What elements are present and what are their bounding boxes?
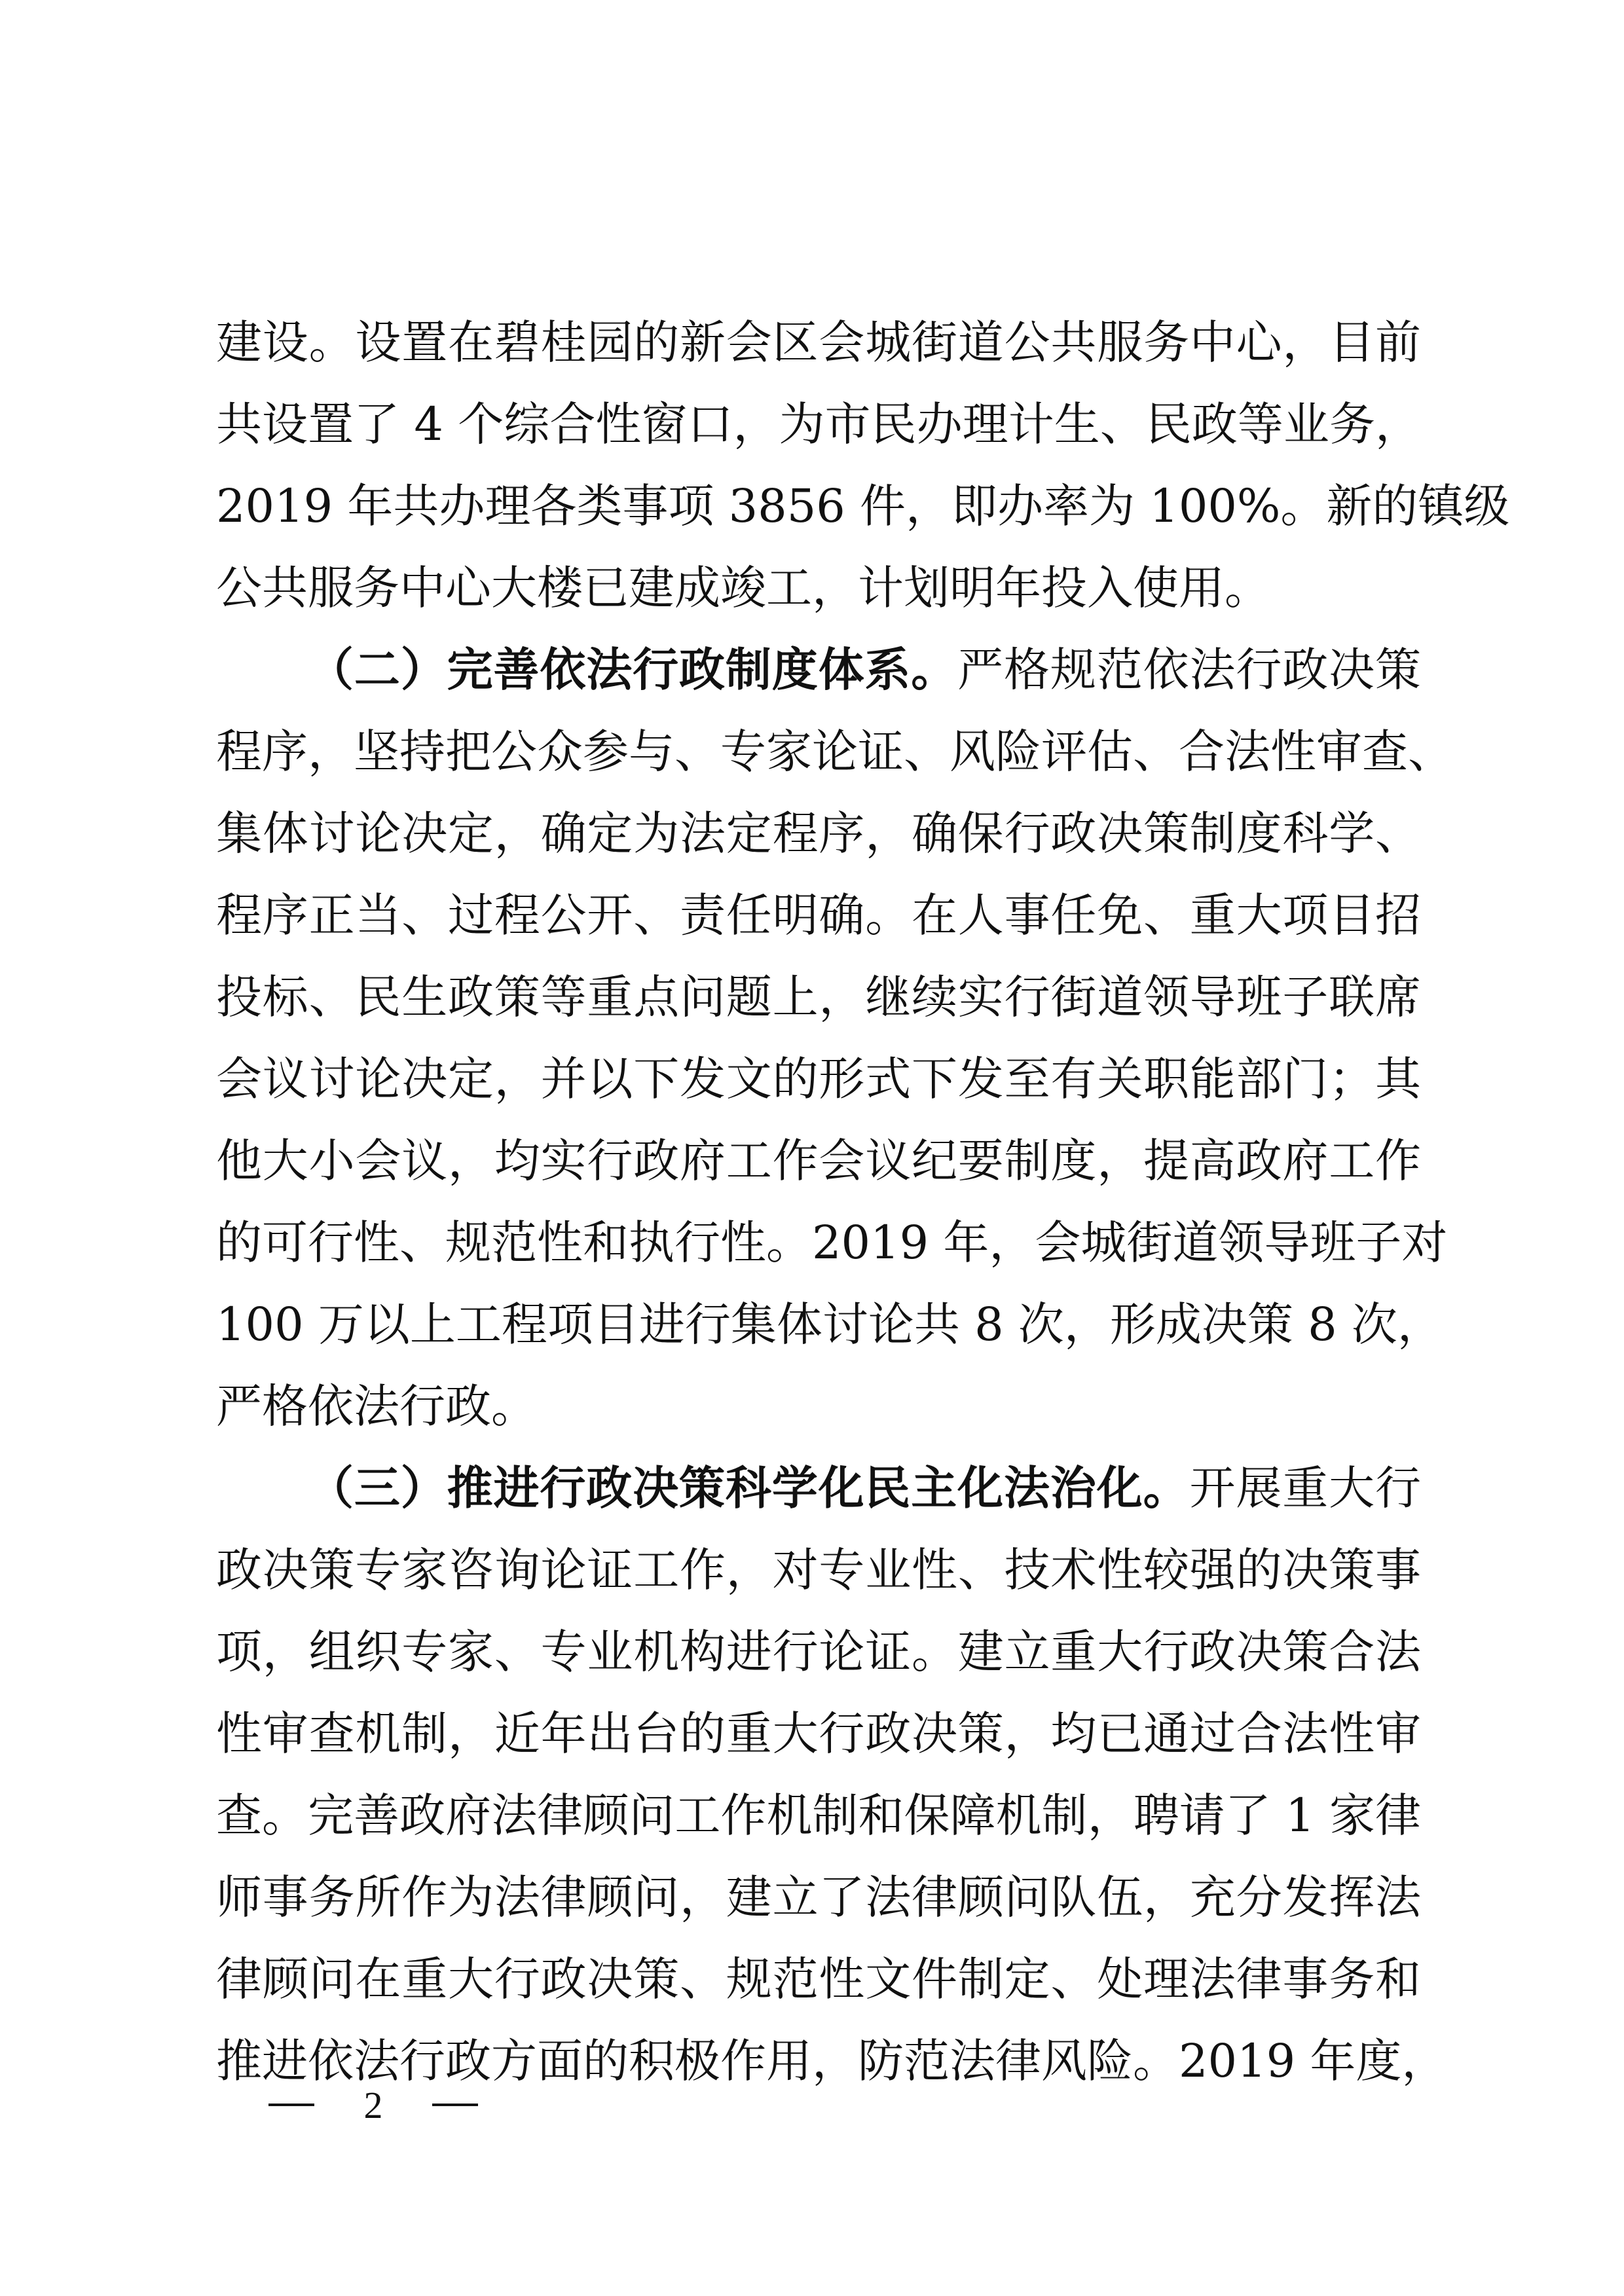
paragraph-1-line-4: 公共服务中心大楼已建成竣工，计划明年投入使用。 xyxy=(216,561,1270,615)
paragraph-1-line-3: 2019 年共办理各类事项 3856 件，即办率为 100%。新的镇级 xyxy=(216,479,1510,533)
paragraph-3-line-7: 律顾问在重大行政决策、规范性文件制定、处理法律事务和 xyxy=(216,1952,1421,2006)
paragraph-2-line-5: 投标、民生政策等重点问题上，继续实行街道领导班子联席 xyxy=(216,970,1421,1024)
paragraph-3-line-1-rest: 开展重大行 xyxy=(1189,1461,1422,1515)
paragraph-2-line-8: 的可行性、规范性和执行性。2019 年，会城街道领导班子对 xyxy=(216,1216,1448,1269)
paragraph-1-line-1: 建设。设置在碧桂园的新会区会城街道公共服务中心，目前 xyxy=(216,316,1421,369)
paragraph-2-line-4: 程序正当、过程公开、责任明确。在人事任免、重大项目招 xyxy=(216,888,1421,942)
section-heading-2: （二）完善依法行政制度体系。 xyxy=(308,642,958,697)
paragraph-2-line-7: 他大小会议，均实行政府工作会议纪要制度，提高政府工作 xyxy=(216,1134,1421,1188)
page-footer xyxy=(268,2072,478,2138)
paragraph-3-first-line xyxy=(308,1449,1421,1527)
paragraph-2-line-2: 程序，坚持把公众参与、专家论证、风险评估、合法性审查、 xyxy=(216,725,1454,778)
paragraph-1-line-2: 共设置了 4 个综合性窗口，为市民办理计生、民政等业务， xyxy=(216,397,1421,451)
paragraph-3-line-3: 项，组织专家、专业机构进行论证。建立重大行政决策合法 xyxy=(216,1625,1421,1679)
paragraph-2-line-10: 严格依法行政。 xyxy=(216,1379,537,1433)
paragraph-3-line-6: 师事务所作为法律顾问，建立了法律顾问队伍，充分发挥法 xyxy=(216,1870,1421,1924)
footer-dash-right xyxy=(432,2104,478,2106)
paragraph-3-line-8: 推进依法行政方面的积极作用，防范法律风险。2019 年度， xyxy=(216,2034,1448,2088)
paragraph-2-line-1-rest: 严格规范依法行政决策 xyxy=(957,643,1422,697)
paragraph-2-line-6: 会议讨论决定，并以下发文的形式下发至有关职能部门；其 xyxy=(216,1052,1421,1106)
paragraph-2-first-line xyxy=(308,630,1421,709)
paragraph-3-line-5: 查。完善政府法律顾问工作机制和保障机制，聘请了 1 家律 xyxy=(216,1789,1421,1842)
paragraph-2-line-9: 100 万以上工程项目进行集体讨论共 8 次，形成决策 8 次， xyxy=(216,1298,1443,1351)
footer-dash-left xyxy=(268,2104,314,2106)
section-heading-3: （三）推进行政决策科学化民主化法治化。 xyxy=(308,1461,1190,1515)
paragraph-3-line-2: 政决策专家咨询论证工作，对专业性、技术性较强的决策事 xyxy=(216,1543,1421,1597)
paragraph-2-line-3: 集体讨论决定，确定为法定程序，确保行政决策制度科学、 xyxy=(216,807,1421,860)
page-number: 2 xyxy=(363,2083,383,2126)
paragraph-3-line-4: 性审查机制，近年出台的重大行政决策，均已通过合法性审 xyxy=(216,1707,1421,1760)
